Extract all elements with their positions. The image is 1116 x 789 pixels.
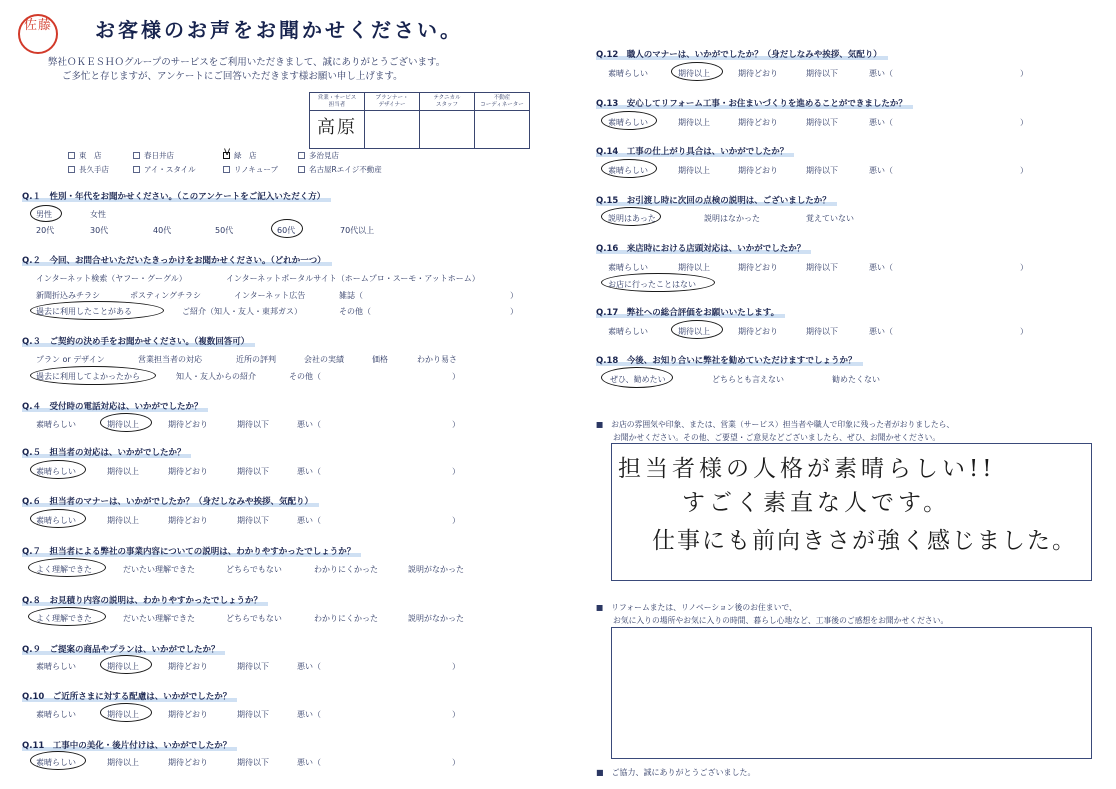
q5-option-excellent[interactable]: 素晴らしい <box>36 467 76 476</box>
q2-option-referral[interactable]: ご紹介（知人・友人・東邦ガス） <box>182 307 302 316</box>
answer-circle <box>30 205 62 222</box>
q14-bad-close: ） <box>1020 166 1028 175</box>
staff-realestate-cell[interactable] <box>475 111 530 149</box>
answer-circle <box>28 607 106 626</box>
q14-option-below[interactable]: 期待以下 <box>806 166 838 175</box>
answer-circle <box>30 509 86 528</box>
q16-option-bad[interactable]: 悪い（ <box>869 263 893 272</box>
store-midori[interactable]: V 緑 店 <box>224 148 257 160</box>
q2-other-close: ） <box>510 307 518 316</box>
q16-bad-close: ） <box>1020 263 1028 272</box>
q3-option-friend[interactable]: 知人・友人からの紹介 <box>176 372 256 381</box>
question-16-title: Q.16 来店時における店頭対応は、いかがでしたか？ <box>596 242 811 254</box>
q17-bad-close: ） <box>1020 327 1028 336</box>
q9-option-as-expected[interactable]: 期待どおり <box>168 662 208 671</box>
answer-circle <box>601 111 657 130</box>
q1-option-30s[interactable]: 30代 <box>90 226 109 235</box>
q18-option-neutral[interactable]: どちらとも言えない <box>712 375 784 384</box>
q8-option-none[interactable]: 説明がなかった <box>408 614 464 623</box>
q5-option-bad[interactable]: 悪い（ <box>297 467 321 476</box>
question-8-title: Q.８ お見積り内容の説明は、わかりやすかったでしょうか？ <box>22 594 268 606</box>
q18-option-recommend[interactable]: ぜひ、勧めたい <box>610 375 666 384</box>
q5-bad-close: ） <box>452 467 460 476</box>
question-5-title: Q.５ 担当者の対応は、いかがでしたか？ <box>22 446 191 458</box>
q10-option-bad[interactable]: 悪い（ <box>297 710 321 719</box>
q13-option-bad[interactable]: 悪い（ <box>869 118 893 127</box>
question-1-title: Q.１ 性別・年代をお聞かせください。（このアンケートをご記入いただく方） <box>22 190 331 202</box>
q6-option-as-expected[interactable]: 期待どおり <box>168 516 208 525</box>
q10-bad-close: ） <box>452 710 460 719</box>
staff-header-sales: 営業・サービス 担当者 <box>310 93 365 111</box>
question-7-title: Q.７ 担当者による弊社の事業内容についての説明は、わかりやすかったでしょうか？ <box>22 545 361 557</box>
q3-option-other[interactable]: その他（ <box>289 372 321 381</box>
staff-sales-name[interactable]: 高原 <box>310 111 365 149</box>
q13-option-below[interactable]: 期待以下 <box>806 118 838 127</box>
staff-header-technical: テクニカル スタッフ <box>420 93 475 111</box>
q2-option-search[interactable]: インターネット検索（ヤフー・グーグル） <box>36 274 187 283</box>
q9-option-excellent[interactable]: 素晴らしい <box>36 662 76 671</box>
q3-other-close: ） <box>452 372 460 381</box>
q2-option-past-use[interactable]: 過去に利用したことがある <box>36 307 132 316</box>
store-nagakute[interactable]: 長久手店 <box>68 164 109 175</box>
q1-option-20s[interactable]: 20代 <box>36 226 55 235</box>
question-11-title: Q.11 工事中の美化・後片付けは、いかがでしたか？ <box>22 739 237 751</box>
q2-magazine-close: ） <box>510 291 518 300</box>
q4-option-excellent[interactable]: 素晴らしい <box>36 420 76 429</box>
q1-option-50s[interactable]: 50代 <box>215 226 234 235</box>
q12-bad-close: ） <box>1020 69 1028 78</box>
q7-option-none[interactable]: 説明がなかった <box>408 565 464 574</box>
comment-prompt-2: ■ リフォームまたは、リノベーション後のお住まいで、 お気に入りの場所やお気に入りの時間、暮らし心地など、工事後のご感想をお聞かせください。 <box>596 603 949 625</box>
question-13-title: Q.13 安心してリフォーム工事・お住まいづくりを進めることができましたか？ <box>596 97 913 109</box>
q14-option-above[interactable]: 期待以上 <box>678 166 710 175</box>
q17-option-as-expected[interactable]: 期待どおり <box>738 327 778 336</box>
q15-option-not-explained[interactable]: 説明はなかった <box>704 214 760 223</box>
comment-prompt-1: ■ お店の雰囲気や印象、または、営業（サービス）担当者や職人で印象に残った者がおりましたら、 お聞かせください。その他、ご要望・ご意見などございましたら、ぜひ、お聞かせください。 <box>596 420 955 442</box>
q17-option-below[interactable]: 期待以下 <box>806 327 838 336</box>
q3-option-price[interactable]: 価格 <box>372 355 388 364</box>
q13-bad-close: ） <box>1020 118 1028 127</box>
q12-option-above[interactable]: 期待以上 <box>678 69 710 78</box>
q17-option-above[interactable]: 期待以上 <box>678 327 710 336</box>
q11-option-above[interactable]: 期待以上 <box>107 758 139 767</box>
staff-planner-cell[interactable] <box>365 111 420 149</box>
q7-option-neutral[interactable]: どちらでもない <box>226 565 282 574</box>
answer-circle <box>601 207 661 226</box>
comment-box-after-reform[interactable] <box>611 627 1092 759</box>
checkbox-icon <box>68 166 75 173</box>
q8-option-mostly[interactable]: だいたい理解できた <box>123 614 195 623</box>
checkbox-icon <box>68 152 75 159</box>
answer-circle <box>30 366 156 385</box>
answer-circle <box>671 62 723 81</box>
q6-bad-close: ） <box>452 516 460 525</box>
q7-option-mostly[interactable]: だいたい理解できた <box>123 565 195 574</box>
answer-circle <box>601 273 715 292</box>
q2-option-magazine[interactable]: 雑誌（ <box>339 291 363 300</box>
q3-option-plan[interactable]: プラン or デザイン <box>36 355 105 364</box>
q11-option-as-expected[interactable]: 期待どおり <box>168 758 208 767</box>
q15-option-dont-remember[interactable]: 覚えていない <box>806 214 854 223</box>
q18-option-not-recommend[interactable]: 勧めたくない <box>832 375 880 384</box>
q3-option-track-record[interactable]: 会社の実績 <box>304 355 344 364</box>
q6-option-excellent[interactable]: 素晴らしい <box>36 516 76 525</box>
store-higashi[interactable]: 東 店 <box>68 150 102 161</box>
q16-option-below[interactable]: 期待以下 <box>806 263 838 272</box>
handwritten-line-1: 担当者様の人格が素晴らしい!! <box>618 456 996 482</box>
q8-option-neutral[interactable]: どちらでもない <box>226 614 282 623</box>
question-9-title: Q.９ ご提案の商品やプランは、いかがでしたか？ <box>22 643 225 655</box>
q16-option-never-visited[interactable]: お店に行ったことはない <box>608 280 696 289</box>
q14-option-as-expected[interactable]: 期待どおり <box>738 166 778 175</box>
q7-option-understood[interactable]: よく理解できた <box>36 565 92 574</box>
q4-option-above[interactable]: 期待以上 <box>107 420 139 429</box>
q17-option-excellent[interactable]: 素晴らしい <box>608 327 648 336</box>
q13-option-excellent[interactable]: 素晴らしい <box>608 118 648 127</box>
q11-bad-close: ） <box>452 758 460 767</box>
q10-option-as-expected[interactable]: 期待どおり <box>168 710 208 719</box>
store-kasugai[interactable]: 春日井店 <box>133 150 174 161</box>
answer-circle <box>100 655 152 674</box>
q16-option-as-expected[interactable]: 期待どおり <box>738 263 778 272</box>
q12-option-as-expected[interactable]: 期待どおり <box>738 69 778 78</box>
q3-option-clarity[interactable]: わかり易さ <box>417 355 457 364</box>
q7-option-unclear[interactable]: わかりにくかった <box>314 565 378 574</box>
answer-circle <box>28 558 106 577</box>
q14-option-bad[interactable]: 悪い（ <box>869 166 893 175</box>
q10-option-excellent[interactable]: 素晴らしい <box>36 710 76 719</box>
q5-option-above[interactable]: 期待以上 <box>107 467 139 476</box>
answer-circle <box>601 159 657 178</box>
comment-box-impressions[interactable] <box>611 443 1092 581</box>
store-renocube[interactable]: リノキューブ <box>223 164 278 175</box>
q2-option-portal[interactable]: インターネットポータルサイト（ホームプロ・スーモ・アットホーム） <box>226 274 480 283</box>
staff-header-realestate: 不動産 コーディネーター <box>475 93 530 111</box>
q6-option-above[interactable]: 期待以上 <box>107 516 139 525</box>
checkbox-icon <box>298 152 305 159</box>
store-nagoya-rage[interactable]: 名古屋Rエイジ不動産 <box>298 164 382 175</box>
closing-message: ■ ご協力、誠にありがとうございました。 <box>596 768 756 777</box>
answer-circle <box>271 219 303 238</box>
handwritten-line-2: すごく素直な人です。 <box>682 490 951 516</box>
intro-text: 弊社ＯＫＥＳＨＯグループのサービスをご利用いただきまして、誠にありがとうございます。 ご多忙と存じますが、アンケートにご回答いただきます様お願い申し上げます。 <box>48 57 446 82</box>
question-14-title: Q.14 工事の仕上がり具合は、いかがでしたか？ <box>596 145 794 157</box>
q1-option-40s[interactable]: 40代 <box>153 226 172 235</box>
question-17-title: Q.17 弊社への総合評価をお願いいたします。 <box>596 306 785 318</box>
q16-option-above[interactable]: 期待以上 <box>678 263 710 272</box>
q5-option-below[interactable]: 期待以下 <box>237 467 269 476</box>
answer-circle <box>601 367 673 388</box>
q3-option-sales-rep[interactable]: 営業担当者の対応 <box>138 355 202 364</box>
q4-option-as-expected[interactable]: 期待どおり <box>168 420 208 429</box>
staff-table <box>309 92 530 149</box>
answer-circle <box>30 460 86 479</box>
question-12-title: Q.12 職人のマナーは、いかがでしたか？（身だしなみや挨拶、気配り） <box>596 48 888 60</box>
q4-bad-close: ） <box>452 420 460 429</box>
q9-option-bad[interactable]: 悪い（ <box>297 662 321 671</box>
store-list <box>68 150 468 180</box>
question-10-title: Q.10 ご近所さまに対する配慮は、いかがでしたか？ <box>22 690 237 702</box>
checkbox-icon <box>133 152 140 159</box>
q6-option-bad[interactable]: 悪い（ <box>297 516 321 525</box>
q2-option-other[interactable]: その他（ <box>339 307 371 316</box>
answer-circle <box>30 751 86 770</box>
q2-option-flyer[interactable]: 新聞折込みチラシ <box>36 291 100 300</box>
page-title: お客様のお声をお聞かせください。 <box>95 18 463 42</box>
q9-option-below[interactable]: 期待以下 <box>237 662 269 671</box>
q12-option-bad[interactable]: 悪い（ <box>869 69 893 78</box>
q2-option-posting[interactable]: ポスティングチラシ <box>130 291 202 300</box>
q10-option-above[interactable]: 期待以上 <box>107 710 139 719</box>
store-istyle[interactable]: アイ・スタイル <box>133 164 196 175</box>
q4-option-bad[interactable]: 悪い（ <box>297 420 321 429</box>
staff-header-planner: プランナー・ デザイナー <box>365 93 420 111</box>
question-3-title: Q.３ ご契約の決め手をお聞かせください。（複数回答可） <box>22 335 255 347</box>
q6-option-below[interactable]: 期待以下 <box>237 516 269 525</box>
question-4-title: Q.４ 受付時の電話対応は、いかがでしたか？ <box>22 400 208 412</box>
q11-option-below[interactable]: 期待以下 <box>237 758 269 767</box>
q11-option-bad[interactable]: 悪い（ <box>297 758 321 767</box>
question-6-title: Q.６ 担当者のマナーは、いかがでしたか？（身だしなみや挨拶、気配り） <box>22 495 319 507</box>
q14-option-excellent[interactable]: 素晴らしい <box>608 166 648 175</box>
q17-option-bad[interactable]: 悪い（ <box>869 327 893 336</box>
q3-option-past-good[interactable]: 過去に利用してよかったから <box>36 372 140 381</box>
q13-option-as-expected[interactable]: 期待どおり <box>738 118 778 127</box>
checkbox-icon <box>133 166 140 173</box>
seal-stamp: 佐藤 <box>18 14 58 54</box>
question-18-title: Q.18 今後、お知り合いに弊社を勧めていただけますでしょうか？ <box>596 354 863 366</box>
question-2-title: Q.２ 今回、お問合せいただいたきっかけをお聞かせください。（どれか一つ） <box>22 254 332 266</box>
q1-option-male[interactable]: 男性 <box>36 210 52 219</box>
q8-option-understood[interactable]: よく理解できた <box>36 614 92 623</box>
q12-option-excellent[interactable]: 素晴らしい <box>608 69 648 78</box>
q1-option-female[interactable]: 女性 <box>90 210 106 219</box>
q9-option-above[interactable]: 期待以上 <box>107 662 139 671</box>
handwritten-line-3: 仕事にも前向きさが強く感じました。 <box>652 528 1077 554</box>
q9-bad-close: ） <box>452 662 460 671</box>
staff-technical-cell[interactable] <box>420 111 475 149</box>
checkbox-icon <box>298 166 305 173</box>
q8-option-unclear[interactable]: わかりにくかった <box>314 614 378 623</box>
q2-option-web-ad[interactable]: インターネット広告 <box>234 291 306 300</box>
q15-option-explained[interactable]: 説明はあった <box>608 214 656 223</box>
q12-option-below[interactable]: 期待以下 <box>806 69 838 78</box>
q1-option-70s[interactable]: 70代以上 <box>340 226 375 235</box>
q11-option-excellent[interactable]: 素晴らしい <box>36 758 76 767</box>
q1-option-60s[interactable]: 60代 <box>277 226 296 235</box>
q4-option-below[interactable]: 期待以下 <box>237 420 269 429</box>
answer-circle <box>30 301 164 320</box>
q10-option-below[interactable]: 期待以下 <box>237 710 269 719</box>
q3-option-reputation[interactable]: 近所の評判 <box>236 355 276 364</box>
answer-circle <box>100 703 152 722</box>
checkbox-icon <box>223 166 230 173</box>
store-tajimi[interactable]: 多治見店 <box>298 150 339 161</box>
question-15-title: Q.15 お引渡し時に次回の点検の説明は、ございましたか？ <box>596 194 837 206</box>
q5-option-as-expected[interactable]: 期待どおり <box>168 467 208 476</box>
checked-checkbox-icon: V <box>224 148 231 158</box>
q13-option-above[interactable]: 期待以上 <box>678 118 710 127</box>
q16-option-excellent[interactable]: 素晴らしい <box>608 263 648 272</box>
answer-circle <box>671 320 723 339</box>
answer-circle <box>100 413 152 432</box>
